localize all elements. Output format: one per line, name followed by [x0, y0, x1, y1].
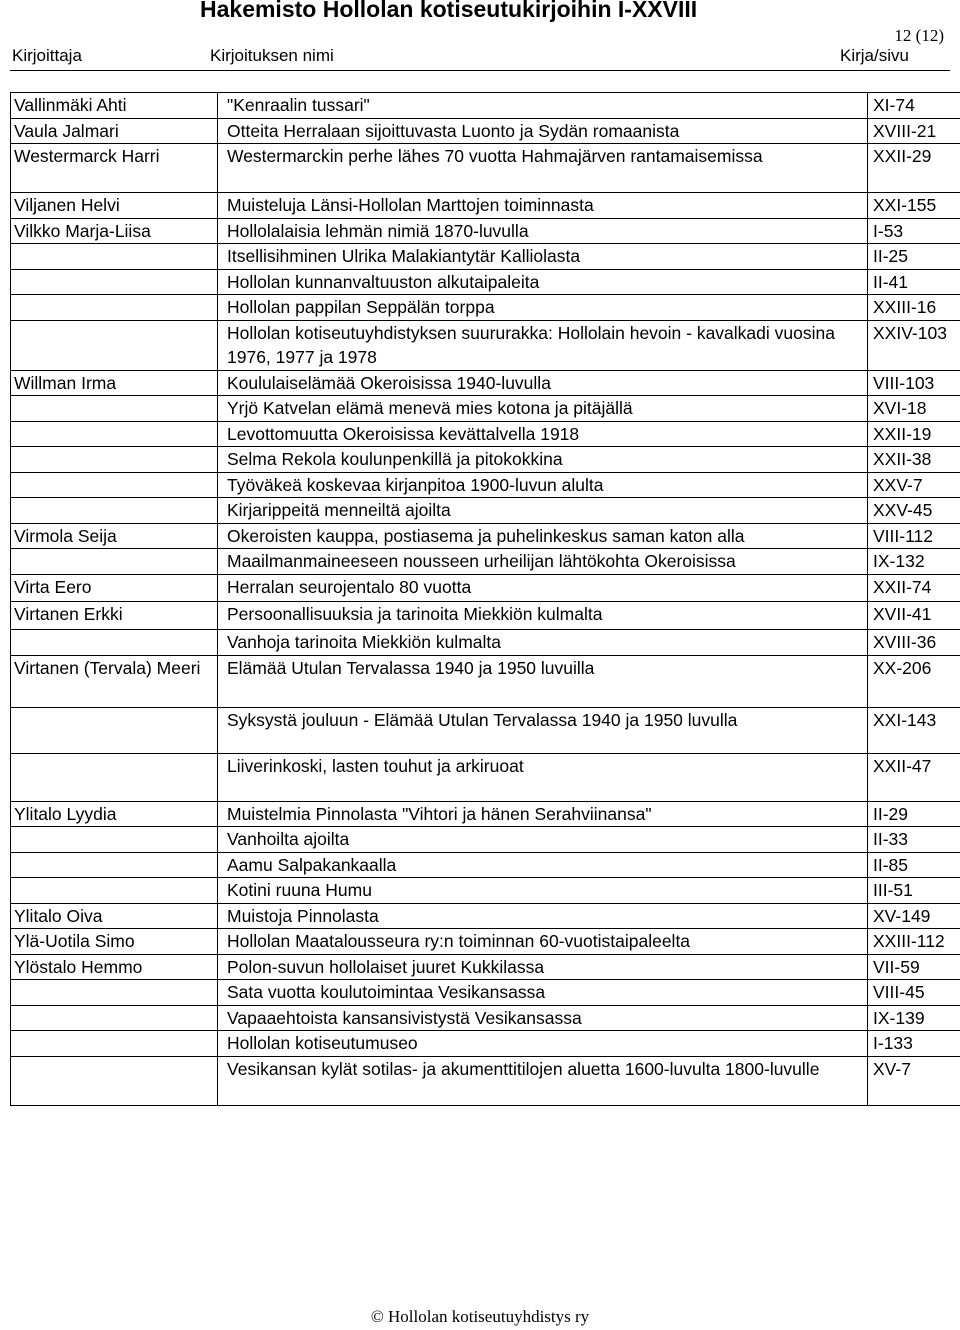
table-row: [11, 753, 960, 801]
table-row: [11, 655, 960, 707]
author-cell: [11, 1005, 218, 1031]
book-page-cell: IX-139: [868, 1005, 960, 1031]
title-cell: Kotini ruuna Humu: [218, 878, 868, 904]
author-cell: Westermarck Harri: [11, 144, 218, 193]
title-cell: Vanhoja tarinoita Miekkiön kulmalta: [218, 630, 868, 656]
title-cell: Elämää Utulan Tervalassa 1940 ja 1950 luvuilla: [218, 655, 868, 707]
title-cell: Työväkeä koskevaa kirjanpitoa 1900-luvun alulta: [218, 472, 868, 498]
title-cell: Okeroisten kauppa, postiasema ja puhelinkeskus saman katon alla: [218, 523, 868, 549]
book-page-cell: II-41: [868, 269, 960, 295]
book-page-cell: XV-7: [868, 1056, 960, 1105]
title-cell: Itsellisihminen Ulrika Malakiantytär Kalliolasta: [218, 244, 868, 270]
author-cell: [11, 295, 218, 321]
author-cell: [11, 320, 218, 370]
author-cell: [11, 980, 218, 1006]
title-cell: Herralan seurojentalo 80 vuotta: [218, 574, 868, 602]
title-cell: "Kenraalin tussari": [218, 93, 868, 119]
book-page-cell: VIII-45: [868, 980, 960, 1006]
table-row: [11, 498, 960, 524]
table-row: [11, 396, 960, 422]
header-rule: [10, 70, 950, 71]
author-cell: Willman Irma: [11, 370, 218, 396]
table-row: [11, 244, 960, 270]
author-cell: [11, 472, 218, 498]
author-cell: [11, 244, 218, 270]
table-row: [11, 707, 960, 753]
table-row: [11, 903, 960, 929]
title-cell: Hollolalaisia lehmän nimiä 1870-luvulla: [218, 218, 868, 244]
title-cell: Otteita Herralaan sijoittuvasta Luonto ja Sydän romaanista: [218, 118, 868, 144]
book-page-cell: XXV-45: [868, 498, 960, 524]
table-row: [11, 929, 960, 955]
title-cell: Koululaiselämää Okeroisissa 1940-luvulla: [218, 370, 868, 396]
table-row: [11, 118, 960, 144]
document-title: Hakemisto Hollolan kotiseutukirjoihin I-XXVIII: [200, 0, 698, 22]
table-row: [11, 370, 960, 396]
author-cell: [11, 1056, 218, 1105]
author-cell: [11, 827, 218, 853]
table-row: [11, 144, 960, 193]
table-row: [11, 852, 960, 878]
page-number: 12 (12): [894, 26, 944, 45]
index-table: [10, 92, 960, 1106]
book-page-cell: XXII-19: [868, 421, 960, 447]
book-page-cell: II-33: [868, 827, 960, 853]
book-page-cell: XXII-29: [868, 144, 960, 193]
author-cell: [11, 852, 218, 878]
author-cell: [11, 396, 218, 422]
column-header-title: Kirjoituksen nimi: [210, 46, 334, 65]
book-page-cell: I-133: [868, 1031, 960, 1057]
title-cell: Vesikansan kylät sotilas- ja akumenttitilojen aluetta 1600-luvulta 1800-luvulle: [218, 1056, 868, 1105]
table-row: [11, 447, 960, 473]
author-cell: [11, 753, 218, 801]
title-cell: Sata vuotta koulutoimintaa Vesikansassa: [218, 980, 868, 1006]
author-cell: Virtanen Erkki: [11, 602, 218, 630]
table-row: [11, 827, 960, 853]
title-cell: Selma Rekola koulunpenkillä ja pitokokkina: [218, 447, 868, 473]
table-row: [11, 218, 960, 244]
author-cell: Virtanen (Tervala) Meeri: [11, 655, 218, 707]
title-cell: Aamu Salpakankaalla: [218, 852, 868, 878]
footer-copyright: © Hollolan kotiseutuyhdistys ry: [370, 1307, 590, 1326]
table-row: [11, 1031, 960, 1057]
title-cell: Hollolan kotiseutuyhdistyksen suururakka: Hollolain hevoin - kavalkadi vuosina 1976, 1977 ja 1978: [218, 320, 868, 370]
author-cell: [11, 707, 218, 753]
title-cell: Muistelmia Pinnolasta "Vihtori ja hänen Serahviinansa": [218, 801, 868, 827]
book-page-cell: VIII-112: [868, 523, 960, 549]
book-page-cell: XVIII-36: [868, 630, 960, 656]
author-cell: [11, 421, 218, 447]
author-cell: Vaula Jalmari: [11, 118, 218, 144]
author-cell: Ylä-Uotila Simo: [11, 929, 218, 955]
book-page-cell: II-29: [868, 801, 960, 827]
author-cell: Virmola Seija: [11, 523, 218, 549]
table-row: [11, 295, 960, 321]
title-cell: Polon-suvun hollolaiset juuret Kukkilassa: [218, 954, 868, 980]
book-page-cell: XX-206: [868, 655, 960, 707]
author-cell: [11, 447, 218, 473]
title-cell: Vanhoilta ajoilta: [218, 827, 868, 853]
author-cell: [11, 549, 218, 575]
book-page-cell: XXIII-112: [868, 929, 960, 955]
title-cell: Levottomuutta Okeroisissa kevättalvella 1918: [218, 421, 868, 447]
table-row: [11, 523, 960, 549]
author-cell: Vallinmäki Ahti: [11, 93, 218, 119]
column-header-author: Kirjoittaja: [12, 46, 82, 65]
book-page-cell: XVII-41: [868, 602, 960, 630]
book-page-cell: XXIII-16: [868, 295, 960, 321]
book-page-cell: XXV-7: [868, 472, 960, 498]
title-cell: Maailmanmaineeseen nousseen urheilijan lähtökohta Okeroisissa: [218, 549, 868, 575]
table-row: [11, 93, 960, 119]
title-cell: Liiverinkoski, lasten touhut ja arkiruoat: [218, 753, 868, 801]
author-cell: Ylitalo Oiva: [11, 903, 218, 929]
title-cell: Westermarckin perhe lähes 70 vuotta Hahmajärven rantamaisemissa: [218, 144, 868, 193]
book-page-cell: III-51: [868, 878, 960, 904]
table-row: [11, 878, 960, 904]
table-row: [11, 421, 960, 447]
author-cell: [11, 1031, 218, 1057]
book-page-cell: VII-59: [868, 954, 960, 980]
author-cell: [11, 878, 218, 904]
book-page-cell: VIII-103: [868, 370, 960, 396]
table-row: [11, 980, 960, 1006]
author-cell: Ylitalo Lyydia: [11, 801, 218, 827]
title-cell: Hollolan Maatalousseura ry:n toiminnan 60-vuotistaipaleelta: [218, 929, 868, 955]
table-row: [11, 1005, 960, 1031]
book-page-cell: XXIV-103: [868, 320, 960, 370]
book-page-cell: I-53: [868, 218, 960, 244]
title-cell: Hollolan kotiseutumuseo: [218, 1031, 868, 1057]
book-page-cell: XXI-143: [868, 707, 960, 753]
table-row: [11, 1056, 960, 1105]
book-page-cell: XVI-18: [868, 396, 960, 422]
table-row: [11, 630, 960, 656]
author-cell: [11, 498, 218, 524]
column-header-page: Kirja/sivu: [840, 46, 909, 65]
table-row: [11, 801, 960, 827]
book-page-cell: XXII-47: [868, 753, 960, 801]
book-page-cell: XXI-155: [868, 193, 960, 219]
title-cell: Vapaaehtoista kansansivistystä Vesikansassa: [218, 1005, 868, 1031]
book-page-cell: XVIII-21: [868, 118, 960, 144]
title-cell: Hollolan pappilan Seppälän torppa: [218, 295, 868, 321]
author-cell: Virta Eero: [11, 574, 218, 602]
title-cell: Muisteluja Länsi-Hollolan Marttojen toiminnasta: [218, 193, 868, 219]
table-row: [11, 269, 960, 295]
book-page-cell: II-25: [868, 244, 960, 270]
title-cell: Muistoja Pinnolasta: [218, 903, 868, 929]
book-page-cell: XXII-74: [868, 574, 960, 602]
table-row: [11, 320, 960, 370]
title-cell: Yrjö Katvelan elämä menevä mies kotona ja pitäjällä: [218, 396, 868, 422]
book-page-cell: XI-74: [868, 93, 960, 119]
title-cell: Syksystä jouluun - Elämää Utulan Tervalassa 1940 ja 1950 luvulla: [218, 707, 868, 753]
author-cell: Viljanen Helvi: [11, 193, 218, 219]
table-row: [11, 602, 960, 630]
table-row: [11, 549, 960, 575]
table-row: [11, 574, 960, 602]
title-cell: Persoonallisuuksia ja tarinoita Miekkiön kulmalta: [218, 602, 868, 630]
book-page-cell: XXII-38: [868, 447, 960, 473]
author-cell: [11, 630, 218, 656]
title-cell: Kirjarippeitä menneiltä ajoilta: [218, 498, 868, 524]
table-row: [11, 954, 960, 980]
table-row: [11, 193, 960, 219]
book-page-cell: IX-132: [868, 549, 960, 575]
book-page-cell: XV-149: [868, 903, 960, 929]
title-cell: Hollolan kunnanvaltuuston alkutaipaleita: [218, 269, 868, 295]
table-row: [11, 472, 960, 498]
author-cell: Ylöstalo Hemmo: [11, 954, 218, 980]
author-cell: [11, 269, 218, 295]
book-page-cell: II-85: [868, 852, 960, 878]
index-table-body: [11, 93, 960, 1106]
author-cell: Vilkko Marja-Liisa: [11, 218, 218, 244]
